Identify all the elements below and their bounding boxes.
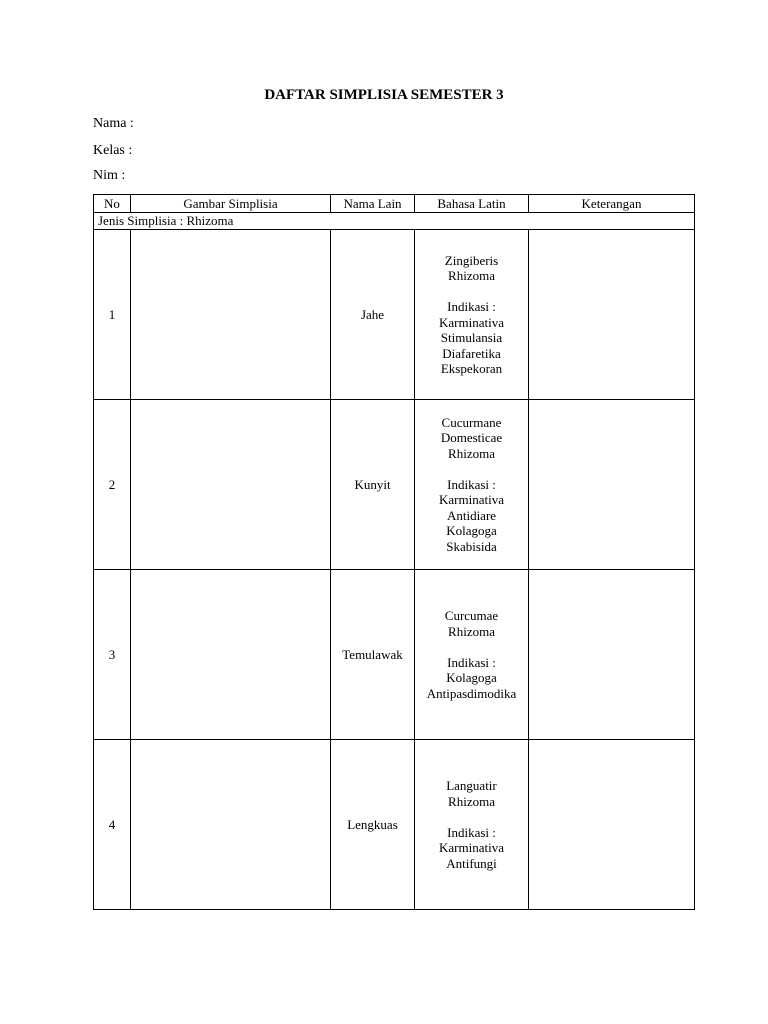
cell-no: 4 [94,740,131,910]
latin-name-line: Languatir [446,778,497,793]
header-nama-lain: Nama Lain [331,195,415,213]
cell-nama-lain: Temulawak [331,570,415,740]
cell-keterangan [529,740,695,910]
cell-bahasa-latin [415,570,529,740]
indikasi-item: Skabisida [446,538,497,554]
table-row [94,230,695,400]
latin-name-line: Rhizoma [448,793,495,809]
header-gambar-simplisia: Gambar Simplisia [131,195,331,213]
cell-no: 2 [94,400,131,570]
table-row [94,400,695,570]
cell-nama-lain: Kunyit [331,400,415,570]
cell-nama-lain: Lengkuas [331,740,415,910]
header-keterangan: Keterangan [529,195,695,213]
latin-name-line: Cucurmane [441,414,502,430]
field-nama: Nama : [93,116,134,131]
cell-keterangan [529,570,695,740]
indikasi-item: Karminativa [439,492,504,508]
indikasi-item: Kolagoga [446,670,497,685]
cell-keterangan [529,230,695,400]
indikasi-item: Antidiare [446,507,497,523]
cell-bahasa-latin [415,230,529,400]
header-no: No [94,195,131,213]
section-row [94,213,695,230]
latin-name-line: Rhizoma [448,268,495,283]
table-row [94,740,695,910]
indikasi-item: Diafaretika [442,345,501,361]
latin-name-line: Rhizoma [448,623,495,639]
cell-nama-lain: Jahe [331,230,415,400]
cell-gambar [131,740,331,910]
cell-no: 1 [94,230,131,400]
latin-name-line: Domesticae [440,430,503,446]
indikasi-item: Ekspekoran [440,361,503,376]
indikasi-item: Stimulansia [440,330,503,345]
latin-name-line: Rhizoma [448,445,495,461]
indikasi-item: Antifungi [446,855,497,871]
document-title: DAFTAR SIMPLISIA SEMESTER 3 [264,87,504,103]
cell-gambar [131,570,331,740]
indikasi-item: Karminativa [439,840,504,855]
header-bahasa-latin: Bahasa Latin [415,195,529,213]
indikasi-item: Kolagoga [446,523,497,539]
indikasi-item: Karminativa [439,314,504,330]
latin-name-line: Zingiberis [444,252,499,268]
section-label: Jenis Simplisia : Rhizoma [94,213,695,230]
field-nim: Nim : [93,168,126,183]
indikasi-label: Indikasi : [447,824,496,840]
table-row [94,570,695,740]
indikasi-label: Indikasi : [447,476,496,492]
table-header-row [94,195,695,213]
cell-gambar [131,400,331,570]
cell-bahasa-latin [415,400,529,570]
indikasi-label: Indikasi : [447,299,496,314]
cell-gambar [131,230,331,400]
cell-no: 3 [94,570,131,740]
simplisia-table [93,194,695,910]
cell-keterangan [529,400,695,570]
indikasi-label: Indikasi : [447,654,496,670]
field-kelas: Kelas : [93,143,133,158]
latin-name-line: Curcumae [444,608,499,623]
cell-bahasa-latin [415,740,529,910]
indikasi-item: Antipasdimodika [426,685,517,701]
